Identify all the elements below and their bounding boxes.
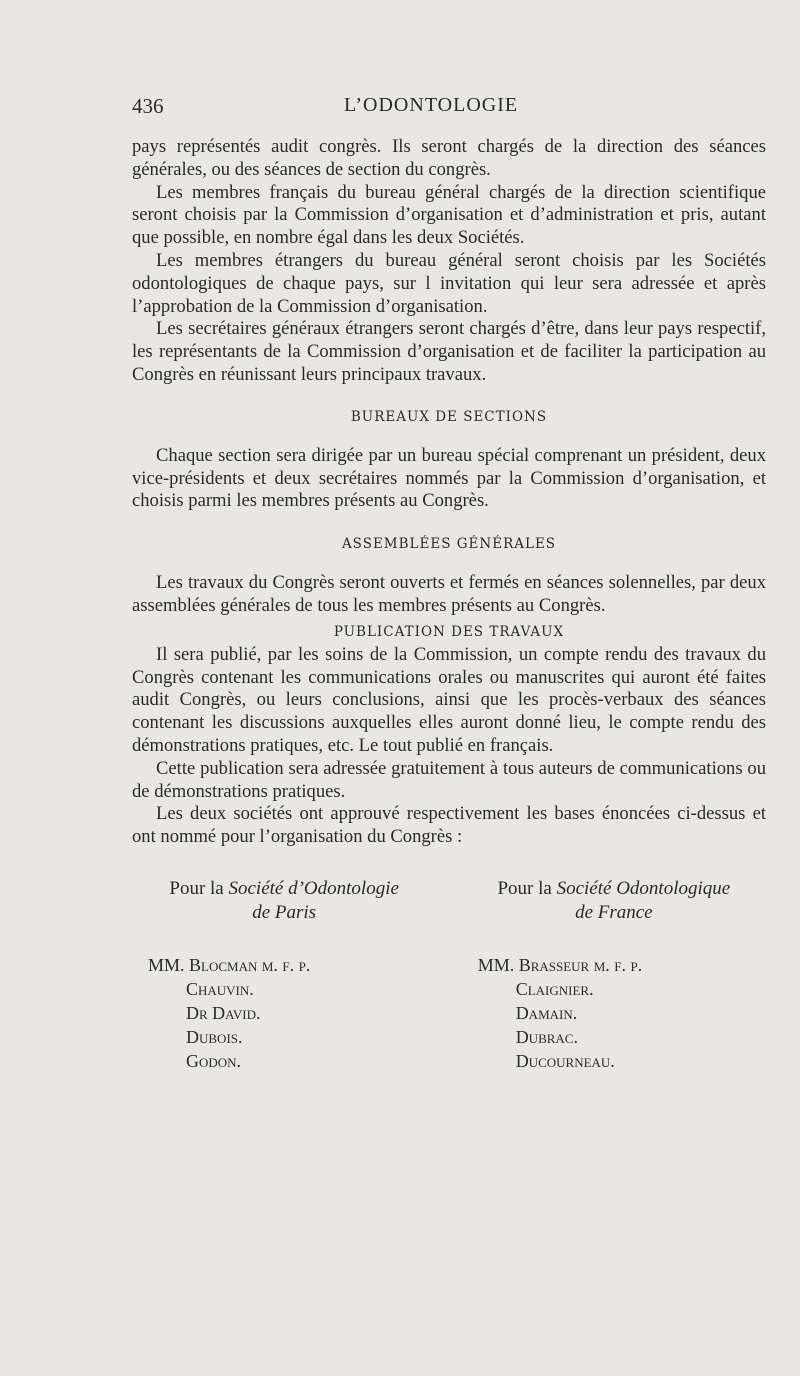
member-name: Blocman m. f. p. — [189, 954, 311, 975]
section-title-assemblees: ASSEMBLÉES GÉNÉRALES — [341, 536, 557, 553]
member-name: Chauvin. — [186, 978, 254, 999]
running-title: L’ODONTOLOGIE — [344, 94, 519, 116]
right-society-prefix: Pour la — [497, 877, 557, 899]
member-line — [462, 953, 766, 977]
paragraph: Les membres étrangers du bureau général seront choisis par les Sociétés odontologiques de chaque pays, sur l invitation qui leur sera adressée et après l’approbation de la Commission d’organisation. — [132, 249, 766, 317]
paragraph: Cette publication sera adressée gratuitement à tous auteurs de communications ou de démonstrations pratiques. — [132, 757, 766, 802]
member-line — [132, 953, 436, 977]
section-title-bureaux: BUREAUX DE SECTIONS — [350, 408, 548, 425]
left-society-heading — [132, 877, 436, 925]
member-name: Dubois. — [186, 1026, 243, 1047]
right-society-name: Société Odontologique — [556, 877, 731, 899]
member-name: Claignier. — [515, 978, 594, 999]
member-name: Dr David. — [186, 1002, 261, 1023]
right-society — [462, 877, 766, 1073]
section-title-publication: PUBLICATION DES TRAVAUX — [333, 623, 565, 640]
paragraph: Chaque section sera dirigée par un bureau spécial comprenant un président, deux vice-présidents et deux secrétaires nommés par la Commission d’organisation, et choisis parmi les membres présents au Congrès. — [132, 444, 766, 512]
member-name: Damain. — [515, 1002, 578, 1023]
members-prefix: MM. — [477, 954, 519, 975]
page-number: 436 — [132, 94, 164, 118]
paragraph: Les secrétaires généraux étrangers seront chargés d’être, dans leur pays respectif, les représentants de la Commission d’organisation et de faciliter la participation au Congrès en réunissant leurs principaux travaux. — [132, 318, 766, 385]
paragraph: Les membres français du bureau général chargés de la direction scientifique seront choisis par la Commission d’organisation et d’administration et pris, autant que possible, en nombre égal dans les deux Sociétés. — [132, 181, 766, 249]
left-society-prefix: Pour la — [169, 877, 229, 899]
right-members — [462, 953, 766, 1073]
left-members — [132, 953, 436, 1073]
page-header — [132, 92, 766, 122]
paragraph: Il sera publié, par les soins de la Commission, un compte rendu des travaux du Congrès contenant les communications orales ou manuscrites qui auront été faites audit Congrès, ou leurs conclusions, ainsi que les procès-verbaux des séances contenant les discussions auxquelles elles auront donné lieu, le compte rendu des démonstrations pratiques, etc. Le tout publié en français. — [132, 643, 766, 756]
right-society-city: de France — [575, 901, 653, 923]
member-name: Brasseur m. f. p. — [518, 954, 643, 975]
member-name: Godon. — [186, 1050, 242, 1071]
left-society-name: Société d’Odontologie — [228, 877, 399, 899]
paragraph: Les deux sociétés ont approuvé respectivement les bases énoncées ci-dessus et ont nommé pour l’organisation du Congrès : — [132, 803, 766, 848]
left-society-city: de Paris — [252, 901, 317, 923]
left-society — [132, 877, 436, 1073]
paragraph: Les travaux du Congrès seront ouverts et fermés en séances solennelles, par deux assemblées générales de tous les membres présents au Congrès. — [132, 572, 766, 616]
right-society-heading — [462, 877, 766, 925]
signatories — [132, 877, 766, 1073]
paragraph: pays représentés audit congrès. Ils seront chargés de la direction des séances générales, ou des séances de section du congrès. — [132, 136, 766, 180]
member-name: Ducourneau. — [515, 1050, 615, 1071]
members-prefix: MM. — [148, 954, 190, 975]
member-name: Dubrac. — [515, 1026, 578, 1047]
